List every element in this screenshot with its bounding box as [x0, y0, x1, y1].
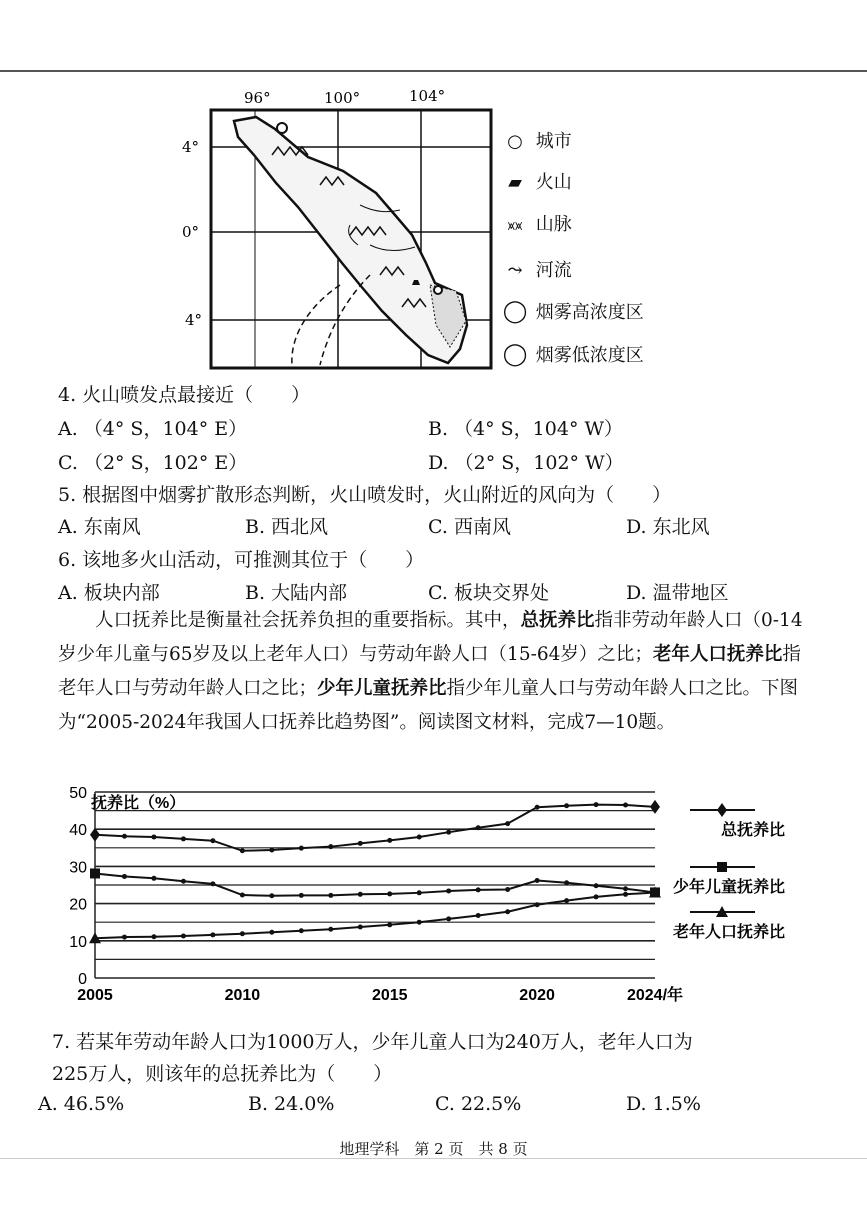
data-point: [151, 876, 156, 881]
data-point: [594, 894, 599, 899]
data-point: [181, 933, 186, 938]
river-icon: ⤳: [507, 260, 523, 281]
q5-option-d[interactable]: D. 东北风: [626, 516, 710, 538]
x-tick-label: 2010: [224, 987, 261, 1004]
data-point: [358, 841, 363, 846]
diamond-marker: [650, 800, 660, 814]
lon-label-96: 96°: [244, 89, 271, 107]
data-point: [476, 825, 481, 830]
y-tick-label: 0: [78, 971, 87, 988]
data-point: [623, 886, 628, 891]
lon-label-100: 100°: [324, 89, 361, 107]
x-tick-label: 2015: [371, 987, 408, 1004]
q4-option-d[interactable]: D. （2° S，102° W）: [428, 452, 624, 474]
data-point: [269, 848, 274, 853]
data-point: [417, 890, 422, 895]
legend-label: 老年人口抚养比: [672, 924, 785, 941]
data-point: [299, 893, 304, 898]
data-point: [151, 934, 156, 939]
data-point: [535, 805, 540, 810]
q6-option-c[interactable]: C. 板块交界处: [428, 582, 549, 604]
data-point: [476, 913, 481, 918]
city-marker: [277, 123, 287, 133]
y-tick-label: 40: [69, 822, 87, 840]
data-point: [564, 803, 569, 808]
q6-option-a[interactable]: A. 板块内部: [58, 582, 160, 604]
lon-label-104: 104°: [409, 87, 446, 105]
data-point: [122, 874, 127, 879]
legend-river: ⤳ 河流: [500, 256, 572, 282]
data-point: [181, 836, 186, 841]
bottom-rule: [0, 1158, 867, 1159]
legend-city: ○ 城市: [500, 127, 572, 153]
data-point: [240, 931, 245, 936]
data-point: [240, 848, 245, 853]
lat-label-4n: 4°: [182, 138, 200, 156]
data-point: [210, 932, 215, 937]
y-tick-label: 10: [69, 933, 87, 951]
smog-high-icon: ◯: [502, 299, 528, 324]
data-point: [446, 916, 451, 921]
data-point: [122, 935, 127, 940]
data-point: [535, 902, 540, 907]
data-point: [535, 878, 540, 883]
data-point: [417, 920, 422, 925]
q5-option-c[interactable]: C. 西南风: [428, 516, 511, 538]
x-tick-label: 2020: [519, 987, 555, 1004]
x-tick-label: 2005: [77, 987, 113, 1004]
data-point: [328, 927, 333, 932]
series-line: [95, 892, 655, 938]
data-point: [210, 881, 215, 886]
mountain-icon: ⩙⩙: [507, 219, 523, 234]
legend-mountain: ⩙⩙ 山脉: [500, 210, 572, 236]
x-tick-label: 2024/年: [626, 987, 684, 1004]
q6-option-b[interactable]: B. 大陆内部: [245, 582, 348, 604]
data-point: [387, 838, 392, 843]
legend-label: 少年儿童抚养比: [672, 879, 785, 896]
data-point: [505, 821, 510, 826]
y-axis-label: 抚养比（%）: [91, 795, 186, 812]
square-marker: [717, 862, 727, 872]
data-point: [181, 879, 186, 884]
q5-option-a[interactable]: A. 东南风: [58, 516, 141, 538]
dependency-ratio-chart: [55, 780, 795, 1005]
data-point: [328, 893, 333, 898]
diamond-marker: [717, 803, 727, 817]
data-point: [358, 892, 363, 897]
lat-label-0: 0°: [182, 223, 200, 241]
data-point: [446, 888, 451, 893]
volcano-map: [180, 85, 500, 375]
q7-option-d[interactable]: D. 1.5%: [626, 1093, 701, 1115]
q4-option-a[interactable]: A. （4° S，104° E）: [58, 418, 248, 440]
square-marker: [90, 868, 100, 878]
q6-stem: 6. 该地多火山活动，可推测其位于（ ）: [58, 549, 425, 571]
data-point: [151, 835, 156, 840]
q7-stem-line1: 7. 若某年劳动年龄人口为1000万人，少年儿童人口为240万人，老年人口为: [52, 1031, 693, 1053]
data-point: [623, 892, 628, 897]
data-point: [505, 909, 510, 914]
top-rule: [0, 70, 867, 72]
y-tick-label: 30: [69, 859, 87, 877]
data-point: [387, 922, 392, 927]
page-footer: 地理学科 第 2 页 共 8 页: [339, 1140, 528, 1158]
q7-stem-line2: 225万人，则该年的总抚养比为（ ）: [52, 1063, 393, 1085]
data-point: [387, 891, 392, 896]
q4-option-b[interactable]: B. （4° S，104° W）: [428, 418, 624, 440]
smog-low-icon: ◯: [502, 342, 528, 367]
q7-option-a[interactable]: A. 46.5%: [38, 1093, 125, 1115]
data-point: [328, 844, 333, 849]
data-point: [564, 880, 569, 885]
q6-option-d[interactable]: D. 温带地区: [626, 582, 729, 604]
data-point: [417, 835, 422, 840]
y-tick-label: 20: [69, 896, 87, 914]
data-point: [210, 838, 215, 843]
data-point: [564, 898, 569, 903]
y-tick-label: 50: [69, 785, 87, 802]
data-point: [476, 887, 481, 892]
island-outline: [234, 117, 467, 363]
legend-smog-low: ◯ 烟雾低浓度区: [500, 341, 644, 367]
q4-stem: 4. 火山喷发点最接近（ ）: [58, 384, 311, 406]
legend-volcano: ▰ 火山: [500, 168, 572, 194]
q5-option-b[interactable]: B. 西北风: [245, 516, 329, 538]
data-point: [122, 834, 127, 839]
data-point: [299, 928, 304, 933]
data-point: [299, 846, 304, 851]
data-point: [269, 930, 274, 935]
data-point: [358, 925, 363, 930]
data-point: [594, 802, 599, 807]
volcano-icon: ▰: [508, 172, 522, 193]
q7-option-b[interactable]: B. 24.0%: [248, 1093, 335, 1115]
data-point: [240, 893, 245, 898]
passage: 人口抚养比是衡量社会抚养负担的重要指标。其中，总抚养比指非劳动年龄人口（0-14岁少年儿童与65岁及以上老年人口）与劳动年龄人口（15-64岁）之比；老年人口抚养比指老年人口与劳动年龄人口之比；少年儿童抚养比指少年儿童人口与劳动年龄人口之比。下图为“2005-2024年我国人口抚养比趋势图”。阅读图文材料，完成7—10题。: [58, 610, 803, 733]
q4-option-c[interactable]: C. （2° S，102° E）: [58, 452, 248, 474]
q7-option-c[interactable]: C. 22.5%: [435, 1093, 522, 1115]
data-point: [446, 830, 451, 835]
q5-stem: 5. 根据图中烟雾扩散形态判断，火山喷发时，火山附近的风向为（ ）: [58, 484, 672, 506]
city-icon: ○: [507, 131, 523, 152]
data-point: [594, 883, 599, 888]
data-point: [269, 893, 274, 898]
lat-label-4s: 4°: [185, 311, 203, 329]
data-point: [623, 803, 628, 808]
city-marker: [434, 286, 442, 294]
data-point: [505, 887, 510, 892]
legend-label: 总抚养比: [720, 822, 785, 839]
legend-smog-high: ◯ 烟雾高浓度区: [500, 298, 644, 324]
